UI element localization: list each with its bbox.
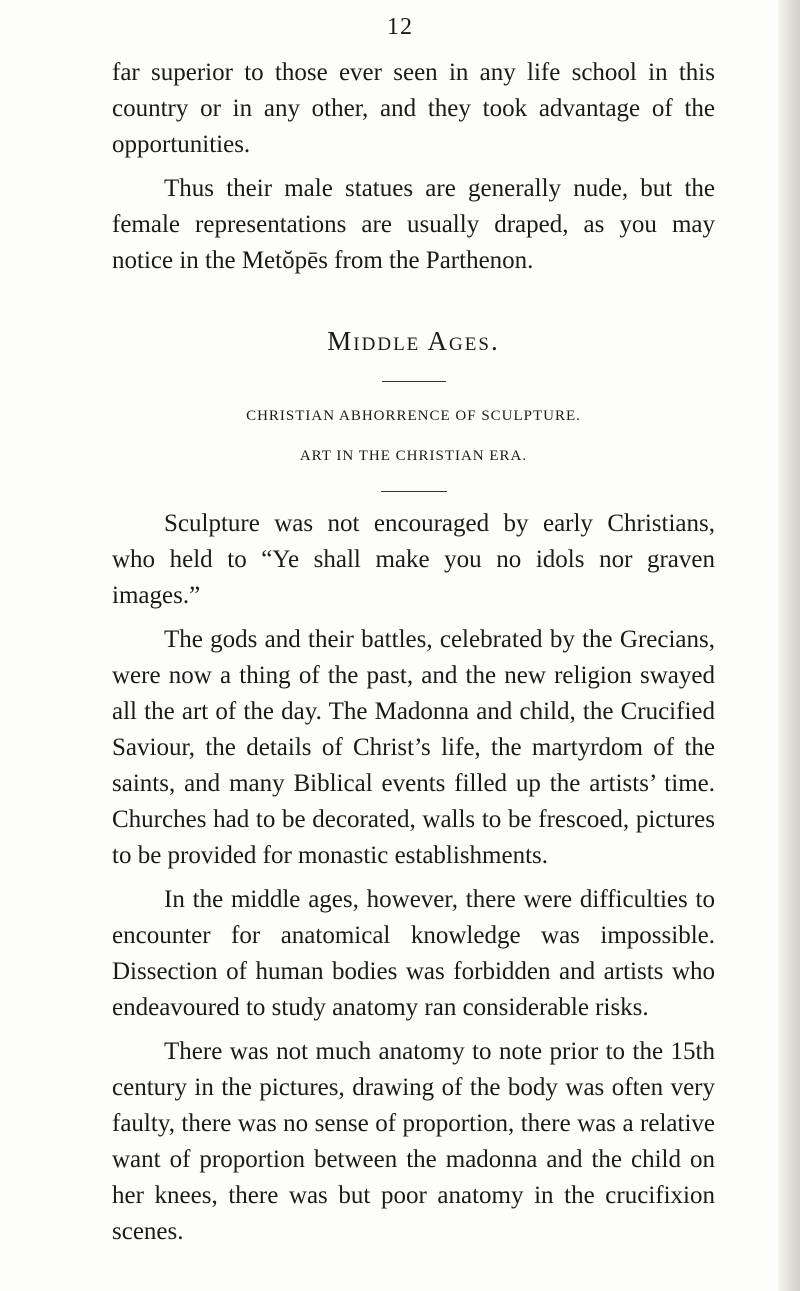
paragraph-sculpture: Sculpture was not encouraged by early Christians, who held to “Ye shall make you no idols nor graven images.”	[112, 510, 715, 609]
section-subheading-2: ART IN THE CHRISTIAN ERA.	[299, 448, 528, 464]
paragraph-anatomy: There was not much anatomy to note prior to the 15th century in the pictures, drawing of the body was often very faulty, there was no sense of proportion, there was a relative want of proportion between the madonna and the child on her knees, there was but poor anatomy in the crucifixion scenes.	[112, 1038, 715, 1245]
heading-rule	[382, 381, 446, 382]
paragraph-gods: The gods and their battles, celebrated by the Grecians, were now a thing of the past, and the new religion swayed all the art of the day. The Madonna and child, the Crucified Saviour, the details of Christ’s life, the martyrdom of the saints, and many Biblical events filled up the artists’ time. Churches had to be decorated, walls to be frescoed, pictures to be provided for monastic establishments.	[112, 626, 715, 869]
section-subheading-1: CHRISTIAN ABHORRENCE OF SCULPTURE.	[246, 408, 581, 424]
page-edge-shadow	[778, 0, 800, 1291]
page-body	[112, 55, 715, 1250]
paragraph-continued: far superior to those ever seen in any life school in this country or in any other, and they took advantage of the opportunities.	[112, 59, 715, 158]
paragraph-middle-ages: In the middle ages, however, there were difficulties to encounter for anatomical knowledge was impossible. Dissection of human bodies was forbidden and artists who endeavoured to study anatomy ran considerable risks.	[112, 886, 715, 1021]
section-heading: Middle Ages.	[327, 326, 500, 356]
paragraph-statues: Thus their male statues are generally nude, but the female representations are usually draped, as you may notice in the Metŏpēs from the Parthenon.	[112, 175, 715, 274]
page-number: 12	[387, 14, 413, 40]
